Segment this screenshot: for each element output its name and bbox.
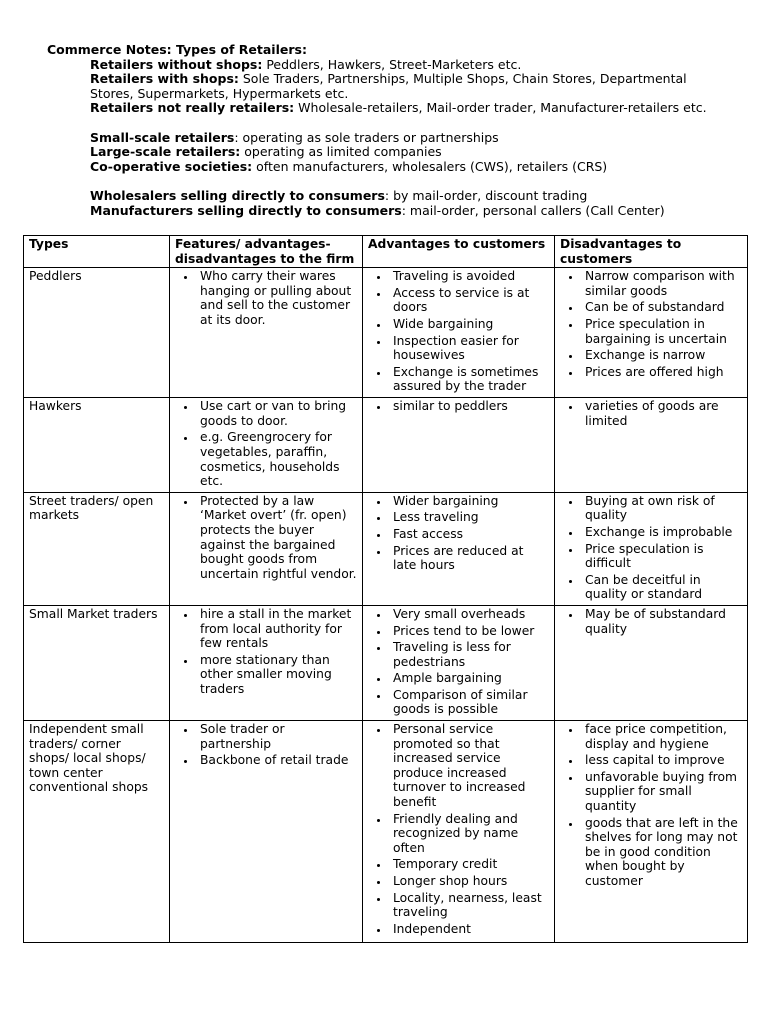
list-item: • Can be deceitful in quality or standard [582,573,742,602]
retailer-type-cell: Small Market traders [24,605,170,720]
disadvantages-list [560,494,742,602]
advantages-list [368,722,549,936]
large-scale-retailers: Large-scale retailers: operating as limited companies [90,144,442,160]
manufacturers-direct: Manufacturers selling directly to consumers: mail-order, personal callers (Call Center) [90,202,665,218]
features-list [175,399,357,489]
disadvantages-cell [555,721,748,943]
list-item: • Wider bargaining [390,494,549,509]
list-item: • Who carry their wares hanging or pulling about and sell to the customer at its door. [197,269,357,327]
retailers-without-shops: Retailers without shops: Peddlers, Hawkers, Street-Marketers etc. [90,56,522,72]
features-cell [170,398,363,493]
features-cell [170,268,363,398]
list-item: • Locality, nearness, least traveling [390,891,549,920]
list-item: • Personal service promoted so that increased service produce increased turnover to increased benefit [390,722,549,810]
list-item: • Temporary credit [390,857,549,872]
advantages-list [368,607,549,717]
list-item: • Ample bargaining [390,671,549,686]
retailers-table [23,235,748,943]
list-item: • unfavorable buying from supplier for small quantity [582,770,742,814]
list-item: • Traveling is less for pedestrians [390,640,549,669]
disadvantages-cell [555,398,748,493]
header-features: Features/ advantages-disadvantages to the firm [170,236,363,268]
small-scale-retailers: Small-scale retailers: operating as sole traders or partnerships [90,129,499,145]
advantages-cell [363,268,555,398]
list-item: • Access to service is at doors [390,286,549,315]
header-disadvantages: Disadvantages to customers [555,236,748,268]
features-cell [170,605,363,720]
disadvantages-cell [555,492,748,605]
advantages-list [368,399,549,414]
features-cell [170,721,363,943]
list-item: • Backbone of retail trade [197,753,357,768]
advantages-cell [363,605,555,720]
list-item: • face price competition, display and hygiene [582,722,742,751]
disadvantages-list [560,722,742,889]
header-advantages: Advantages to customers [363,236,555,268]
retailer-type-cell: Hawkers [24,398,170,493]
features-list [175,607,357,697]
wholesalers-direct: Wholesalers selling directly to consumers: by mail-order, discount trading [90,187,588,203]
list-item: • Comparison of similar goods is possible [390,688,549,717]
table-row [24,398,748,493]
features-list [175,269,357,327]
list-item: • Buying at own risk of quality [582,494,742,523]
list-item: • Protected by a law ‘Market overt’ (fr. open) protects the buyer against the bargained bought goods from uncertain rightful vendor. [197,494,357,582]
list-item: • Independent [390,922,549,937]
list-item: • Longer shop hours [390,874,549,889]
list-item: • Prices tend to be lower [390,624,549,639]
list-item: • Can be of substandard [582,300,742,315]
list-item: • more stationary than other smaller moving traders [197,653,357,697]
list-item: • similar to peddlers [390,399,549,414]
list-item: • Price speculation is difficult [582,542,742,571]
list-item: • varieties of goods are limited [582,399,742,428]
disadvantages-cell [555,268,748,398]
features-cell [170,492,363,605]
list-item: • less capital to improve [582,753,742,768]
retailer-type-cell: Street traders/ open markets [24,492,170,605]
notes-intro [47,43,747,218]
retailer-type-cell: Peddlers [24,268,170,398]
list-item: • Exchange is sometimes assured by the trader [390,365,549,394]
list-item: • Price speculation in bargaining is uncertain [582,317,742,346]
list-item: • e.g. Greengrocery for vegetables, paraffin, cosmetics, households etc. [197,430,357,488]
advantages-cell [363,398,555,493]
list-item: • May be of substandard quality [582,607,742,636]
list-item: • Very small overheads [390,607,549,622]
advantages-list [368,494,549,573]
features-list [175,494,357,582]
list-item: • Friendly dealing and recognized by name often [390,812,549,856]
advantages-cell [363,721,555,943]
table-header-row [24,236,748,268]
list-item: • Traveling is avoided [390,269,549,284]
list-item: • Narrow comparison with similar goods [582,269,742,298]
disadvantages-list [560,269,742,379]
list-item: • Prices are reduced at late hours [390,544,549,573]
advantages-cell [363,492,555,605]
list-item: • Exchange is narrow [582,348,742,363]
table-row [24,721,748,943]
retailers-with-shops: Retailers with shops: Sole Traders, Partnerships, Multiple Shops, Chain Stores, Departmental Stores, Supermarkets, Hypermarkets etc. [90,71,687,101]
list-item: • Prices are offered high [582,365,742,380]
list-item: • Use cart or van to bring goods to door. [197,399,357,428]
list-item: • Fast access [390,527,549,542]
advantages-list [368,269,549,394]
disadvantages-list [560,607,742,636]
retailers-not-really: Retailers not really retailers: Wholesale-retailers, Mail-order trader, Manufacturer-retailers etc. [90,100,707,116]
list-item: • Wide bargaining [390,317,549,332]
features-list [175,722,357,768]
table-row [24,268,748,398]
list-item: • Sole trader or partnership [197,722,357,751]
table-row [24,492,748,605]
table-row [24,605,748,720]
retailer-type-cell: Independent small traders/ corner shops/ local shops/ town center conventional shops [24,721,170,943]
disadvantages-cell [555,605,748,720]
list-item: • hire a stall in the market from local authority for few rentals [197,607,357,651]
list-item: • Less traveling [390,510,549,525]
disadvantages-list [560,399,742,428]
list-item: • Inspection easier for housewives [390,334,549,363]
notes-title: Commerce Notes: Types of Retailers: [47,42,307,57]
cooperative-societies: Co-operative societies: often manufacturers, wholesalers (CWS), retailers (CRS) [90,158,608,174]
list-item: • goods that are left in the shelves for long may not be in good condition when bought by customer [582,816,742,889]
header-types: Types [24,236,170,268]
list-item: • Exchange is improbable [582,525,742,540]
